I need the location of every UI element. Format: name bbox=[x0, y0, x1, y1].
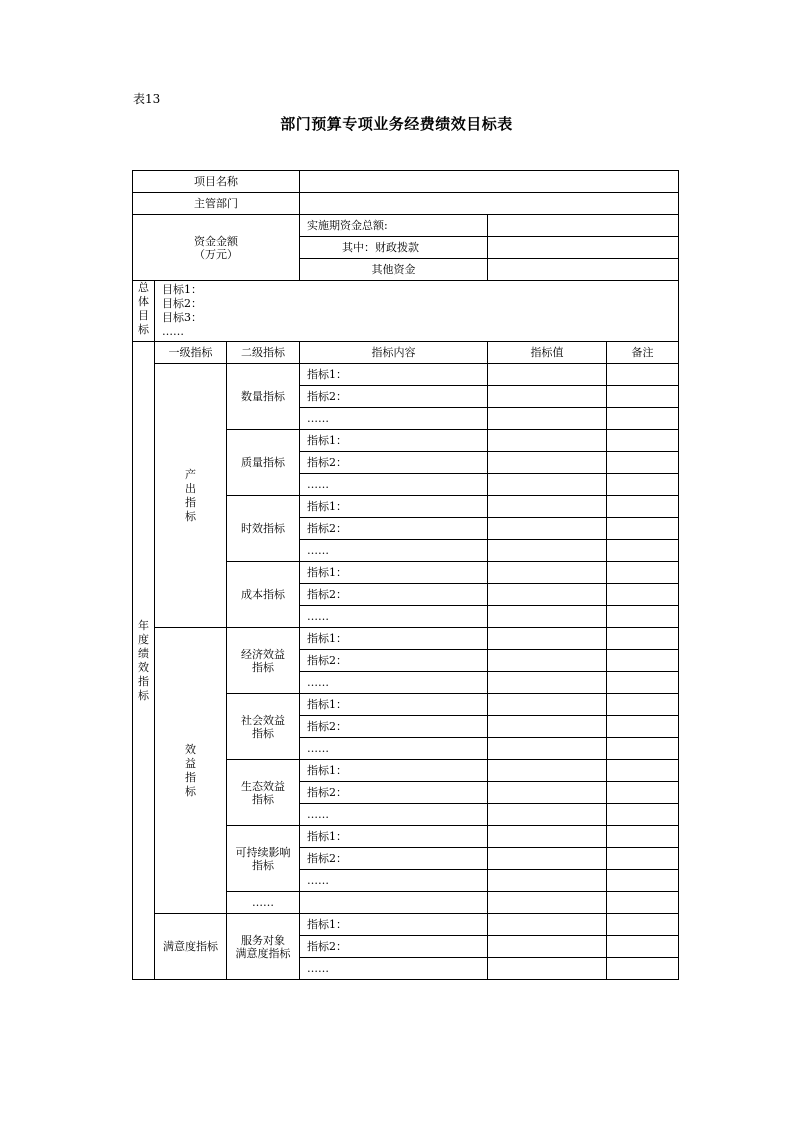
sub-indicator-line: 经济效益 bbox=[241, 647, 285, 661]
overall-goals-label-char: 总 bbox=[138, 281, 149, 294]
table-number-label: 表13 bbox=[133, 92, 161, 106]
indicator-value-cell[interactable] bbox=[488, 848, 607, 870]
overall-goals-label-char: 目 bbox=[138, 309, 149, 322]
indicator-content-cell[interactable]: …… bbox=[300, 672, 488, 694]
indicator-content-cell[interactable]: 指标1： bbox=[300, 364, 488, 386]
output-indicators-label-char: 标 bbox=[185, 509, 196, 523]
benefit-indicators-label-char: 指 bbox=[185, 770, 196, 784]
indicator-content-cell[interactable]: 指标1： bbox=[300, 496, 488, 518]
indicator-value-cell[interactable] bbox=[488, 672, 607, 694]
indicator-value-cell[interactable] bbox=[488, 540, 607, 562]
sub-indicator-line: 生态效益 bbox=[241, 779, 285, 793]
indicator-content-cell[interactable]: 指标1： bbox=[300, 562, 488, 584]
sub-indicator-line: 服务对象 bbox=[241, 933, 285, 947]
overall-goals-label bbox=[133, 281, 155, 342]
funds-label-line: 资金金额 bbox=[194, 234, 238, 248]
benefit-indicators-extra-cell: …… bbox=[227, 892, 300, 914]
indicator-value-cell[interactable] bbox=[488, 760, 607, 782]
indicator-content-cell[interactable]: …… bbox=[300, 738, 488, 760]
indicator-content-cell[interactable]: 指标1： bbox=[300, 694, 488, 716]
indicator-value-cell[interactable] bbox=[488, 826, 607, 848]
other-funds-field[interactable] bbox=[488, 259, 679, 281]
indicator-value-cell[interactable] bbox=[488, 386, 607, 408]
value-header: 指标值 bbox=[488, 342, 607, 364]
indicator-content-cell[interactable]: 指标2： bbox=[300, 848, 488, 870]
benefit-indicators-label-char: 效 bbox=[185, 742, 196, 756]
benefit-indicators-label-char: 益 bbox=[185, 756, 196, 770]
level1-header: 一级指标 bbox=[155, 342, 227, 364]
output-indicators-label-char: 指 bbox=[185, 495, 196, 509]
remark-cell[interactable] bbox=[607, 760, 679, 782]
benefit-indicators-label bbox=[155, 628, 227, 914]
remark-cell[interactable] bbox=[607, 694, 679, 716]
remark-cell[interactable] bbox=[607, 606, 679, 628]
output-indicators-sub-indicator bbox=[227, 364, 300, 430]
indicator-content-cell[interactable]: …… bbox=[300, 540, 488, 562]
sub-indicator-line: 质量指标 bbox=[241, 456, 285, 469]
indicator-value-cell[interactable] bbox=[488, 782, 607, 804]
remark-cell[interactable] bbox=[607, 936, 679, 958]
indicator-content-cell[interactable]: …… bbox=[300, 804, 488, 826]
remark-cell[interactable] bbox=[607, 782, 679, 804]
indicator-content-cell[interactable]: …… bbox=[300, 408, 488, 430]
benefit-indicators-sub-indicator bbox=[227, 694, 300, 760]
project-name-field[interactable] bbox=[300, 171, 679, 193]
remark-cell[interactable] bbox=[607, 584, 679, 606]
indicator-content-cell[interactable]: …… bbox=[300, 474, 488, 496]
indicator-value-cell[interactable] bbox=[488, 430, 607, 452]
indicator-content-cell[interactable] bbox=[300, 892, 488, 914]
remark-cell[interactable] bbox=[607, 870, 679, 892]
output-indicators-label-char: 出 bbox=[185, 481, 196, 495]
remark-cell[interactable] bbox=[607, 518, 679, 540]
indicator-value-cell[interactable] bbox=[488, 628, 607, 650]
sub-indicator-line: 数量指标 bbox=[241, 390, 285, 403]
indicator-content-cell[interactable]: 指标1： bbox=[300, 760, 488, 782]
level2-header: 二级指标 bbox=[227, 342, 300, 364]
total-funds-field[interactable] bbox=[488, 215, 679, 237]
indicator-content-cell[interactable]: 指标1： bbox=[300, 826, 488, 848]
remark-cell[interactable] bbox=[607, 364, 679, 386]
sub-indicator-line: 指标 bbox=[252, 726, 274, 740]
remark-cell[interactable] bbox=[607, 474, 679, 496]
annual-label-char: 指 bbox=[138, 674, 149, 688]
funds-unit-line: （万元） bbox=[194, 247, 238, 261]
indicator-value-cell[interactable] bbox=[488, 518, 607, 540]
indicator-content-cell[interactable]: …… bbox=[300, 870, 488, 892]
remark-cell[interactable] bbox=[607, 496, 679, 518]
indicator-content-cell[interactable]: 指标1： bbox=[300, 628, 488, 650]
indicator-content-cell[interactable]: …… bbox=[300, 606, 488, 628]
annual-label-char: 度 bbox=[138, 632, 149, 646]
remark-cell[interactable] bbox=[607, 738, 679, 760]
goal-line: 目标3： bbox=[162, 311, 202, 324]
indicator-value-cell[interactable] bbox=[488, 496, 607, 518]
department-label: 主管部门 bbox=[133, 193, 300, 215]
remark-cell[interactable] bbox=[607, 914, 679, 936]
indicator-value-cell[interactable] bbox=[488, 452, 607, 474]
department-field[interactable] bbox=[300, 193, 679, 215]
goal-line: …… bbox=[162, 325, 184, 338]
benefit-indicators-sub-indicator bbox=[227, 826, 300, 892]
indicator-value-cell[interactable] bbox=[488, 606, 607, 628]
benefit-indicators-label-char: 标 bbox=[185, 784, 196, 798]
sub-indicator-line: 满意度指标 bbox=[235, 946, 291, 960]
indicator-content-cell[interactable]: …… bbox=[300, 958, 488, 980]
satisfaction-sub-indicator bbox=[227, 914, 300, 980]
output-indicators-sub-indicator bbox=[227, 496, 300, 562]
project-name-label: 项目名称 bbox=[133, 171, 300, 193]
remark-cell[interactable] bbox=[607, 716, 679, 738]
indicator-content-cell[interactable]: 指标1： bbox=[300, 914, 488, 936]
sub-indicator-line: 指标 bbox=[252, 660, 274, 674]
indicator-value-cell[interactable] bbox=[488, 958, 607, 980]
fiscal-appropriation-field[interactable] bbox=[488, 237, 679, 259]
output-indicators-label-char: 产 bbox=[185, 467, 196, 481]
goal-line: 目标1： bbox=[162, 283, 202, 296]
indicator-content-cell[interactable]: 指标2： bbox=[300, 386, 488, 408]
funds-amount-label bbox=[133, 215, 300, 281]
satisfaction-indicators-label: 满意度指标 bbox=[155, 914, 227, 980]
output-indicators-label bbox=[155, 364, 227, 628]
indicator-content-cell[interactable]: 指标2： bbox=[300, 584, 488, 606]
benefit-indicators-sub-indicator bbox=[227, 760, 300, 826]
remark-cell[interactable] bbox=[607, 804, 679, 826]
sub-indicator-line: 可持续影响 bbox=[235, 845, 291, 859]
overall-goals-label-char: 标 bbox=[138, 323, 149, 336]
indicator-value-cell[interactable] bbox=[488, 936, 607, 958]
remark-cell[interactable] bbox=[607, 826, 679, 848]
total-funds-label: 实施期资金总额: bbox=[300, 215, 488, 237]
indicator-value-cell[interactable] bbox=[488, 716, 607, 738]
remark-cell[interactable] bbox=[607, 540, 679, 562]
indicator-value-cell[interactable] bbox=[488, 870, 607, 892]
remark-cell[interactable] bbox=[607, 892, 679, 914]
remark-cell[interactable] bbox=[607, 408, 679, 430]
indicator-content-cell[interactable]: 指标1： bbox=[300, 430, 488, 452]
annual-label-char: 标 bbox=[138, 688, 149, 702]
remark-cell[interactable] bbox=[607, 562, 679, 584]
content-header: 指标内容 bbox=[300, 342, 488, 364]
remark-cell[interactable] bbox=[607, 958, 679, 980]
indicator-content-cell[interactable]: 指标2： bbox=[300, 452, 488, 474]
other-funds-label: 其他资金 bbox=[300, 259, 488, 281]
annual-label-char: 绩 bbox=[138, 646, 149, 660]
indicator-value-cell[interactable] bbox=[488, 408, 607, 430]
indicator-value-cell[interactable] bbox=[488, 474, 607, 496]
remark-cell[interactable] bbox=[607, 650, 679, 672]
output-indicators-sub-indicator bbox=[227, 430, 300, 496]
sub-indicator-line: 成本指标 bbox=[241, 588, 285, 601]
remark-cell[interactable] bbox=[607, 430, 679, 452]
annual-label-char: 年 bbox=[138, 618, 149, 632]
annual-label-char: 效 bbox=[138, 660, 149, 674]
indicator-content-cell[interactable]: 指标2： bbox=[300, 936, 488, 958]
indicator-value-cell[interactable] bbox=[488, 892, 607, 914]
indicator-value-cell[interactable] bbox=[488, 804, 607, 826]
indicator-content-cell[interactable]: 指标2： bbox=[300, 782, 488, 804]
indicator-value-cell[interactable] bbox=[488, 650, 607, 672]
indicator-content-cell[interactable]: 指标2： bbox=[300, 650, 488, 672]
indicator-value-cell[interactable] bbox=[488, 738, 607, 760]
indicator-value-cell[interactable] bbox=[488, 364, 607, 386]
overall-goals-content[interactable] bbox=[155, 281, 679, 342]
goal-line: 目标2： bbox=[162, 297, 202, 310]
remark-cell[interactable] bbox=[607, 386, 679, 408]
indicator-content-cell[interactable]: 指标2： bbox=[300, 518, 488, 540]
overall-goals-label-char: 体 bbox=[138, 295, 149, 308]
benefit-indicators-sub-indicator bbox=[227, 628, 300, 694]
output-indicators-sub-indicator bbox=[227, 562, 300, 628]
sub-indicator-line: 指标 bbox=[252, 858, 274, 872]
indicator-value-cell[interactable] bbox=[488, 694, 607, 716]
sub-indicator-line: 社会效益 bbox=[241, 713, 285, 727]
sub-indicator-line: 时效指标 bbox=[241, 522, 285, 535]
performance-target-table bbox=[132, 170, 679, 980]
remark-cell[interactable] bbox=[607, 672, 679, 694]
indicator-value-cell[interactable] bbox=[488, 914, 607, 936]
indicator-value-cell[interactable] bbox=[488, 584, 607, 606]
remark-cell[interactable] bbox=[607, 628, 679, 650]
remark-cell[interactable] bbox=[607, 848, 679, 870]
indicator-content-cell[interactable]: 指标2： bbox=[300, 716, 488, 738]
annual-indicators-label bbox=[133, 342, 155, 980]
page-title: 部门预算专项业务经费绩效目标表 bbox=[280, 115, 513, 133]
indicator-value-cell[interactable] bbox=[488, 562, 607, 584]
sub-indicator-line: 指标 bbox=[252, 792, 274, 806]
remark-header: 备注 bbox=[607, 342, 679, 364]
remark-cell[interactable] bbox=[607, 452, 679, 474]
fiscal-appropriation-label: 其中：财政拨款 bbox=[300, 237, 488, 259]
